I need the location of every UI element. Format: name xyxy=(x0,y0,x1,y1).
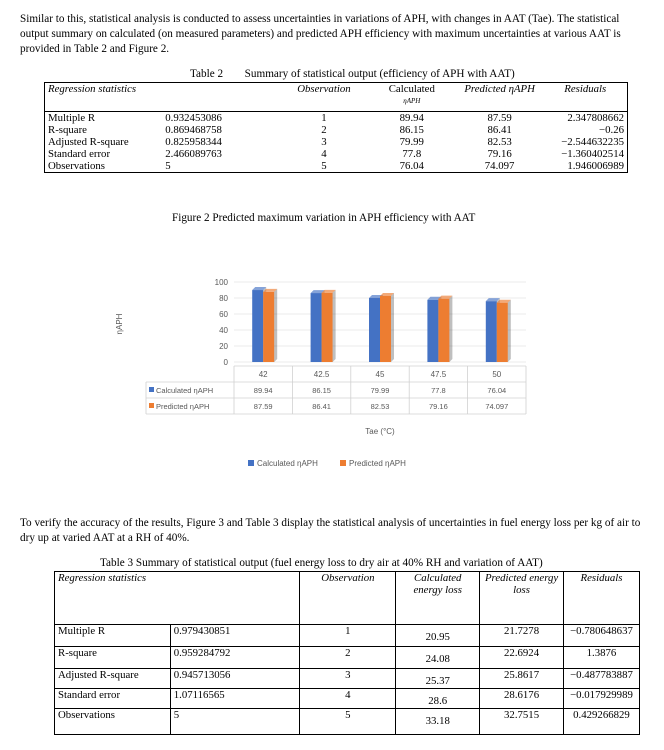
legend-key-predicted xyxy=(340,460,346,466)
table2-row xyxy=(45,112,628,125)
table3-cell-calc: 20.95 xyxy=(396,625,480,647)
table2-header-residuals: Residuals xyxy=(544,83,628,112)
bar-calculated xyxy=(369,298,380,362)
bar-side-predicted xyxy=(449,296,452,362)
table2-cell-pred: 86.41 xyxy=(487,124,512,136)
table3-cell-value: 1.07116565 xyxy=(170,689,300,709)
table3-cell-calc: 33.18 xyxy=(396,709,480,735)
data-table-value: 74.097 xyxy=(485,402,509,411)
bar-side-predicted xyxy=(333,290,336,362)
legend-label-calculated: Calculated ηAPH xyxy=(257,459,318,468)
table2-header-predicted: Predicted ηAPH xyxy=(456,83,544,112)
verify-paragraph: To verify the accuracy of the results, Figure 3 and Table 3 display the statistical analysis of uncertainties in fuel energy loss per kg of air to dry up at varied AAT at a RH of 40%. xyxy=(20,517,641,544)
table3-caption: Table 3 Summary of statistical output (fuel energy loss to dry air at 40% RH and variation of AAT) xyxy=(100,557,543,569)
bar-side-predicted xyxy=(508,300,511,362)
table2-cell-pred: 82.53 xyxy=(487,136,512,148)
bar-calculated xyxy=(427,300,438,362)
table2-header-regression: Regression statistics xyxy=(45,83,281,112)
table2-cell-obs: 2 xyxy=(321,124,327,136)
y-tick-label: 0 xyxy=(223,358,228,367)
y-tick-label: 40 xyxy=(219,326,228,335)
table3 xyxy=(54,571,640,735)
table3-cell-pred: 32.7515 xyxy=(480,709,564,735)
table2-cell-resid: −0.26 xyxy=(544,124,628,136)
intro-paragraph: Similar to this, statistical analysis is conducted to assess uncertainties in variations of APH, with changes in AAT (Tae). The statistical output summary on calculated (on measured parameters) and predicted APH efficiency with maximum uncertainties at various AAT is provided in Table 2 and Figure 2. xyxy=(20,13,621,55)
bar-side-predicted xyxy=(274,289,277,362)
y-tick-label: 20 xyxy=(219,342,228,351)
data-table-series-name: Calculated ηAPH xyxy=(156,386,214,395)
table3-row xyxy=(55,689,640,709)
table3-header-row xyxy=(55,572,640,625)
y-tick-label: 60 xyxy=(219,310,228,319)
data-table-value: 76.04 xyxy=(487,386,507,395)
y-axis-label: ηAPH xyxy=(115,313,124,335)
table3-cell-pred: 22.6924 xyxy=(480,647,564,669)
table2-cell-stat: Standard error xyxy=(45,148,163,160)
table2-header-observation: Observation xyxy=(280,83,368,112)
table3-cell-resid: 0.429266829 xyxy=(563,709,639,735)
table3-header-calculated-line2: energy loss xyxy=(413,584,462,596)
data-table-value: 86.41 xyxy=(312,402,331,411)
table2-cell-pred: 79.16 xyxy=(487,148,512,160)
table2-header-calculated-symbol: ηAPH xyxy=(403,97,421,105)
table3-header-predicted-line1: Predicted energy xyxy=(484,572,559,584)
legend-label-predicted: Predicted ηAPH xyxy=(349,459,406,468)
table2-cell-resid: 2.347808662 xyxy=(544,112,628,125)
table3-cell-calc: 28.6 xyxy=(396,689,480,709)
table2-header-calculated-label: Calculated xyxy=(388,83,435,95)
data-table-series-name: Predicted ηAPH xyxy=(156,402,210,411)
table3-cell-obs: 5 xyxy=(300,709,396,735)
table2-cell-calc: 76.04 xyxy=(368,160,456,173)
table2-cell-obs: 1 xyxy=(321,112,327,124)
table3-cell-resid: −0.487783887 xyxy=(563,669,639,689)
data-table-value: 87.59 xyxy=(253,402,273,411)
table2-cell-stat: Adjusted R-square xyxy=(45,136,163,148)
data-table-value: 82.53 xyxy=(370,402,390,411)
table2-cell-resid: 1.946006989 xyxy=(544,160,628,173)
table3-row xyxy=(55,625,640,647)
legend-key-calculated xyxy=(248,460,254,466)
y-tick-label: 80 xyxy=(219,294,228,303)
figure2-chart xyxy=(104,262,534,482)
table3-cell-stat: Standard error xyxy=(55,689,171,709)
data-table-legend-key xyxy=(149,387,154,392)
table2-cell-pred: 74.097 xyxy=(456,160,544,173)
table2-cell-resid: −2.544632235 xyxy=(544,136,628,148)
table3-cell-stat: Observations xyxy=(55,709,171,735)
table3-cell-calc: 24.08 xyxy=(396,647,480,669)
bar-calculated xyxy=(486,301,497,362)
data-table-value: 86.15 xyxy=(312,386,331,395)
table2-row xyxy=(45,148,628,160)
bar-predicted xyxy=(322,293,333,362)
data-table-legend-key xyxy=(149,403,154,408)
table2-row xyxy=(45,124,628,136)
table3-row xyxy=(55,669,640,689)
table3-header-calculated xyxy=(396,572,480,625)
table2-cell-calc: 77.8 xyxy=(402,148,422,160)
table2-cell-value: 2.466089763 xyxy=(165,148,222,160)
table2-cell-resid: −1.360402514 xyxy=(544,148,628,160)
table2-cell-stat: R-square xyxy=(45,124,163,136)
table3-cell-resid: −0.780648637 xyxy=(563,625,639,647)
table3-cell-value: 0.959284792 xyxy=(170,647,300,669)
table2-cell-stat: Observations xyxy=(45,160,163,173)
table2-cell-obs: 3 xyxy=(321,136,327,148)
data-table-value: 79.99 xyxy=(370,386,390,395)
table2-cell-obs: 4 xyxy=(321,148,327,160)
table3-cell-obs: 2 xyxy=(300,647,396,669)
bar-calculated xyxy=(252,290,263,362)
bar-predicted xyxy=(497,303,508,362)
table2-header-row xyxy=(45,83,628,112)
table2-cell-calc: 89.94 xyxy=(399,112,424,124)
table2-row xyxy=(45,136,628,148)
table3-cell-stat: R-square xyxy=(55,647,171,669)
table2-cell-obs: 5 xyxy=(280,160,368,173)
table2-label: Table 2 xyxy=(190,68,224,80)
table2-caption xyxy=(190,68,515,80)
table3-cell-value: 0.979430851 xyxy=(170,625,300,647)
table3-cell-obs: 1 xyxy=(300,625,396,647)
table3-cell-obs: 3 xyxy=(300,669,396,689)
table3-cell-stat: Multiple R xyxy=(55,625,171,647)
table2-cell-calc: 86.15 xyxy=(399,124,424,136)
table2-cell-stat: Multiple R xyxy=(45,112,163,125)
x-category-label: 42 xyxy=(258,370,268,379)
x-axis-label: Tae (°C) xyxy=(365,427,395,436)
table3-cell-resid: 1.3876 xyxy=(563,647,639,669)
x-category-label: 42.5 xyxy=(313,370,330,379)
table3-header-predicted xyxy=(480,572,564,625)
table3-header-calculated-line1: Calculated xyxy=(414,572,462,584)
bar-side-predicted xyxy=(391,293,394,362)
table3-cell-pred: 25.8617 xyxy=(480,669,564,689)
table3-cell-resid: −0.017929989 xyxy=(563,689,639,709)
table3-row xyxy=(55,709,640,735)
table2-cell-value: 0.825958344 xyxy=(165,136,222,148)
y-tick-label: 100 xyxy=(214,278,228,287)
bar-calculated xyxy=(311,293,322,362)
table2-cell-calc: 79.99 xyxy=(399,136,424,148)
table3-header-residuals: Residuals xyxy=(563,572,639,625)
table3-header-predicted-line2: loss xyxy=(513,584,530,596)
table2-title: Summary of statistical output (efficiency of APH with AAT) xyxy=(244,68,515,80)
table3-cell-pred: 28.6176 xyxy=(480,689,564,709)
x-category-label: 45 xyxy=(375,370,385,379)
table3-cell-calc: 25.37 xyxy=(396,669,480,689)
table3-cell-stat: Adjusted R-square xyxy=(55,669,171,689)
table3-header-regression: Regression statistics xyxy=(55,572,300,625)
data-table-value: 77.8 xyxy=(431,386,446,395)
table3-cell-value: 5 xyxy=(170,709,300,735)
bar-predicted xyxy=(380,296,391,362)
table3-row xyxy=(55,647,640,669)
figure2-caption: Figure 2 Predicted maximum variation in APH efficiency with AAT xyxy=(172,212,476,224)
table2-cell-pred: 87.59 xyxy=(487,112,512,124)
data-table-value: 79.16 xyxy=(429,402,448,411)
table2-cell-value: 5 xyxy=(162,160,280,173)
table3-header-observation: Observation xyxy=(300,572,396,625)
bar-predicted xyxy=(263,292,274,362)
table3-cell-obs: 4 xyxy=(300,689,396,709)
table3-cell-pred: 21.7278 xyxy=(480,625,564,647)
table2-header-calculated xyxy=(368,83,456,112)
table2-row xyxy=(45,160,628,173)
x-category-label: 50 xyxy=(492,370,502,379)
table2 xyxy=(44,82,628,173)
table2-cell-value: 0.932453086 xyxy=(165,112,222,124)
bar-predicted xyxy=(438,299,449,362)
table3-cell-value: 0.945713056 xyxy=(170,669,300,689)
x-category-label: 47.5 xyxy=(430,370,447,379)
data-table-value: 89.94 xyxy=(253,386,273,395)
table2-cell-value: 0.869468758 xyxy=(165,124,222,136)
